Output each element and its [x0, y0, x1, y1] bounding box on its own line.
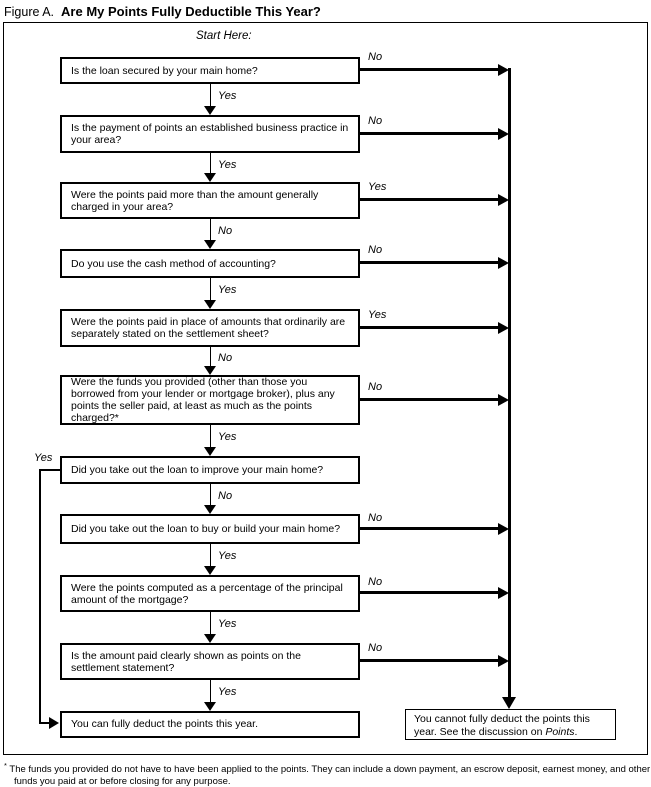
- connector-down-label: Yes: [218, 431, 237, 443]
- collector-line: [508, 68, 511, 697]
- result-not-deductible-box: [405, 709, 616, 740]
- connector-down-label: No: [218, 490, 233, 502]
- branch-right-line: [360, 527, 498, 530]
- connector-down-line: [210, 219, 211, 240]
- arrow-down-icon: [204, 634, 216, 643]
- question-text: Did you take out the loan to buy or build your main home?: [71, 523, 341, 535]
- question-text: Is the amount paid clearly shown as points on the settlement statement?: [71, 649, 301, 674]
- arrow-down-icon: [204, 366, 216, 375]
- branch-right-label: No: [368, 642, 383, 654]
- branch-right-label: No: [368, 51, 383, 63]
- result-not-deductible-text: You cannot fully deduct the points this year. See the discussion on: [414, 713, 590, 738]
- result-points-reference: Points: [545, 725, 575, 738]
- question-cash-method: [60, 249, 360, 278]
- connector-down-line: [210, 425, 211, 447]
- figure-heading: Are My Points Fully Deductible This Year?: [61, 4, 321, 19]
- branch-right-line: [360, 198, 498, 201]
- connector-down-line: [210, 84, 211, 106]
- arrow-down-icon: [204, 106, 216, 115]
- connector-down-label: No: [218, 225, 233, 237]
- footnote-marker: *: [4, 761, 7, 770]
- figure-label: Figure A.: [4, 5, 55, 19]
- question-business-practice: [60, 115, 360, 153]
- branch-right-line: [360, 326, 498, 329]
- connector-down-label: Yes: [218, 284, 237, 296]
- question-text: Is the payment of points an established business practice in your area?: [71, 122, 349, 146]
- arrow-down-icon: [502, 697, 516, 709]
- branch-left-down-line: [39, 469, 41, 724]
- question-points-percentage-principal: [60, 575, 360, 612]
- connector-down-line: [210, 153, 211, 173]
- branch-right-label: No: [368, 576, 383, 588]
- connector-down-label: Yes: [218, 550, 237, 562]
- question-text: Did you take out the loan to improve your main home?: [71, 464, 324, 476]
- branch-right-label: Yes: [368, 181, 387, 193]
- footnote-text: The funds you provided do not have to have been applied to the points. They can include a down payment, an escrow deposit, earnest money, and other funds you paid at or before closing for any purpose.: [9, 764, 651, 787]
- result-deductible-text: You can fully deduct the points this year.: [71, 718, 258, 731]
- connector-down-line: [210, 544, 211, 566]
- branch-right-line: [360, 132, 498, 135]
- connector-down-line: [210, 347, 211, 366]
- branch-right-label: No: [368, 512, 383, 524]
- arrow-down-icon: [204, 173, 216, 182]
- question-loan-improve-home: [60, 456, 360, 484]
- branch-right-line: [360, 398, 498, 401]
- branch-right-label: No: [368, 244, 383, 256]
- branch-right-line: [360, 261, 498, 264]
- connector-down-line: [210, 612, 211, 634]
- question-text: Were the funds you provided (other than those you borrowed from your lender or mortgage broker), plus any points the seller paid, at least as much as the points charged?*: [71, 376, 335, 424]
- question-points-in-place-of-amounts: [60, 309, 360, 347]
- connector-down-line: [210, 278, 211, 300]
- connector-down-label: Yes: [218, 90, 237, 102]
- question-text: Do you use the cash method of accounting?: [71, 257, 276, 270]
- connector-down-line: [210, 484, 211, 505]
- arrow-down-icon: [204, 505, 216, 514]
- start-here-label: Start Here:: [196, 30, 252, 42]
- arrow-down-icon: [204, 240, 216, 249]
- branch-left-line: [39, 469, 60, 471]
- connector-down-label: Yes: [218, 159, 237, 171]
- connector-down-line: [210, 680, 211, 702]
- question-text: Were the points computed as a percentage of the principal amount of the mortgage?: [71, 581, 343, 606]
- question-points-more-than-charged: [60, 182, 360, 219]
- branch-left-label: Yes: [34, 452, 53, 464]
- branch-right-line: [360, 659, 498, 662]
- branch-right-label: Yes: [368, 309, 387, 321]
- branch-right-label: No: [368, 381, 383, 393]
- question-text: Is the loan secured by your main home?: [71, 64, 258, 77]
- arrow-down-icon: [204, 300, 216, 309]
- branch-right-line: [360, 591, 498, 594]
- question-text: Were the points paid more than the amount generally charged in your area?: [71, 188, 319, 213]
- footnote: [4, 760, 651, 787]
- branch-right-line: [360, 68, 498, 71]
- connector-down-label: Yes: [218, 686, 237, 698]
- connector-down-label: Yes: [218, 618, 237, 630]
- branch-right-label: No: [368, 115, 383, 127]
- arrow-down-icon: [204, 447, 216, 456]
- arrow-right-icon: [49, 717, 59, 729]
- question-funds-provided: [60, 375, 360, 425]
- arrow-down-icon: [204, 702, 216, 711]
- connector-down-label: No: [218, 352, 233, 364]
- question-loan-secured: [60, 57, 360, 84]
- question-loan-buy-build-home: [60, 514, 360, 544]
- arrow-down-icon: [204, 566, 216, 575]
- question-text: Were the points paid in place of amounts that ordinarily are separately stated on the settlement sheet?: [71, 316, 346, 340]
- question-points-shown-on-statement: [60, 643, 360, 680]
- figure-title: [4, 3, 321, 21]
- result-not-deductible-suffix: .: [574, 725, 578, 738]
- result-deductible-box: [60, 711, 360, 738]
